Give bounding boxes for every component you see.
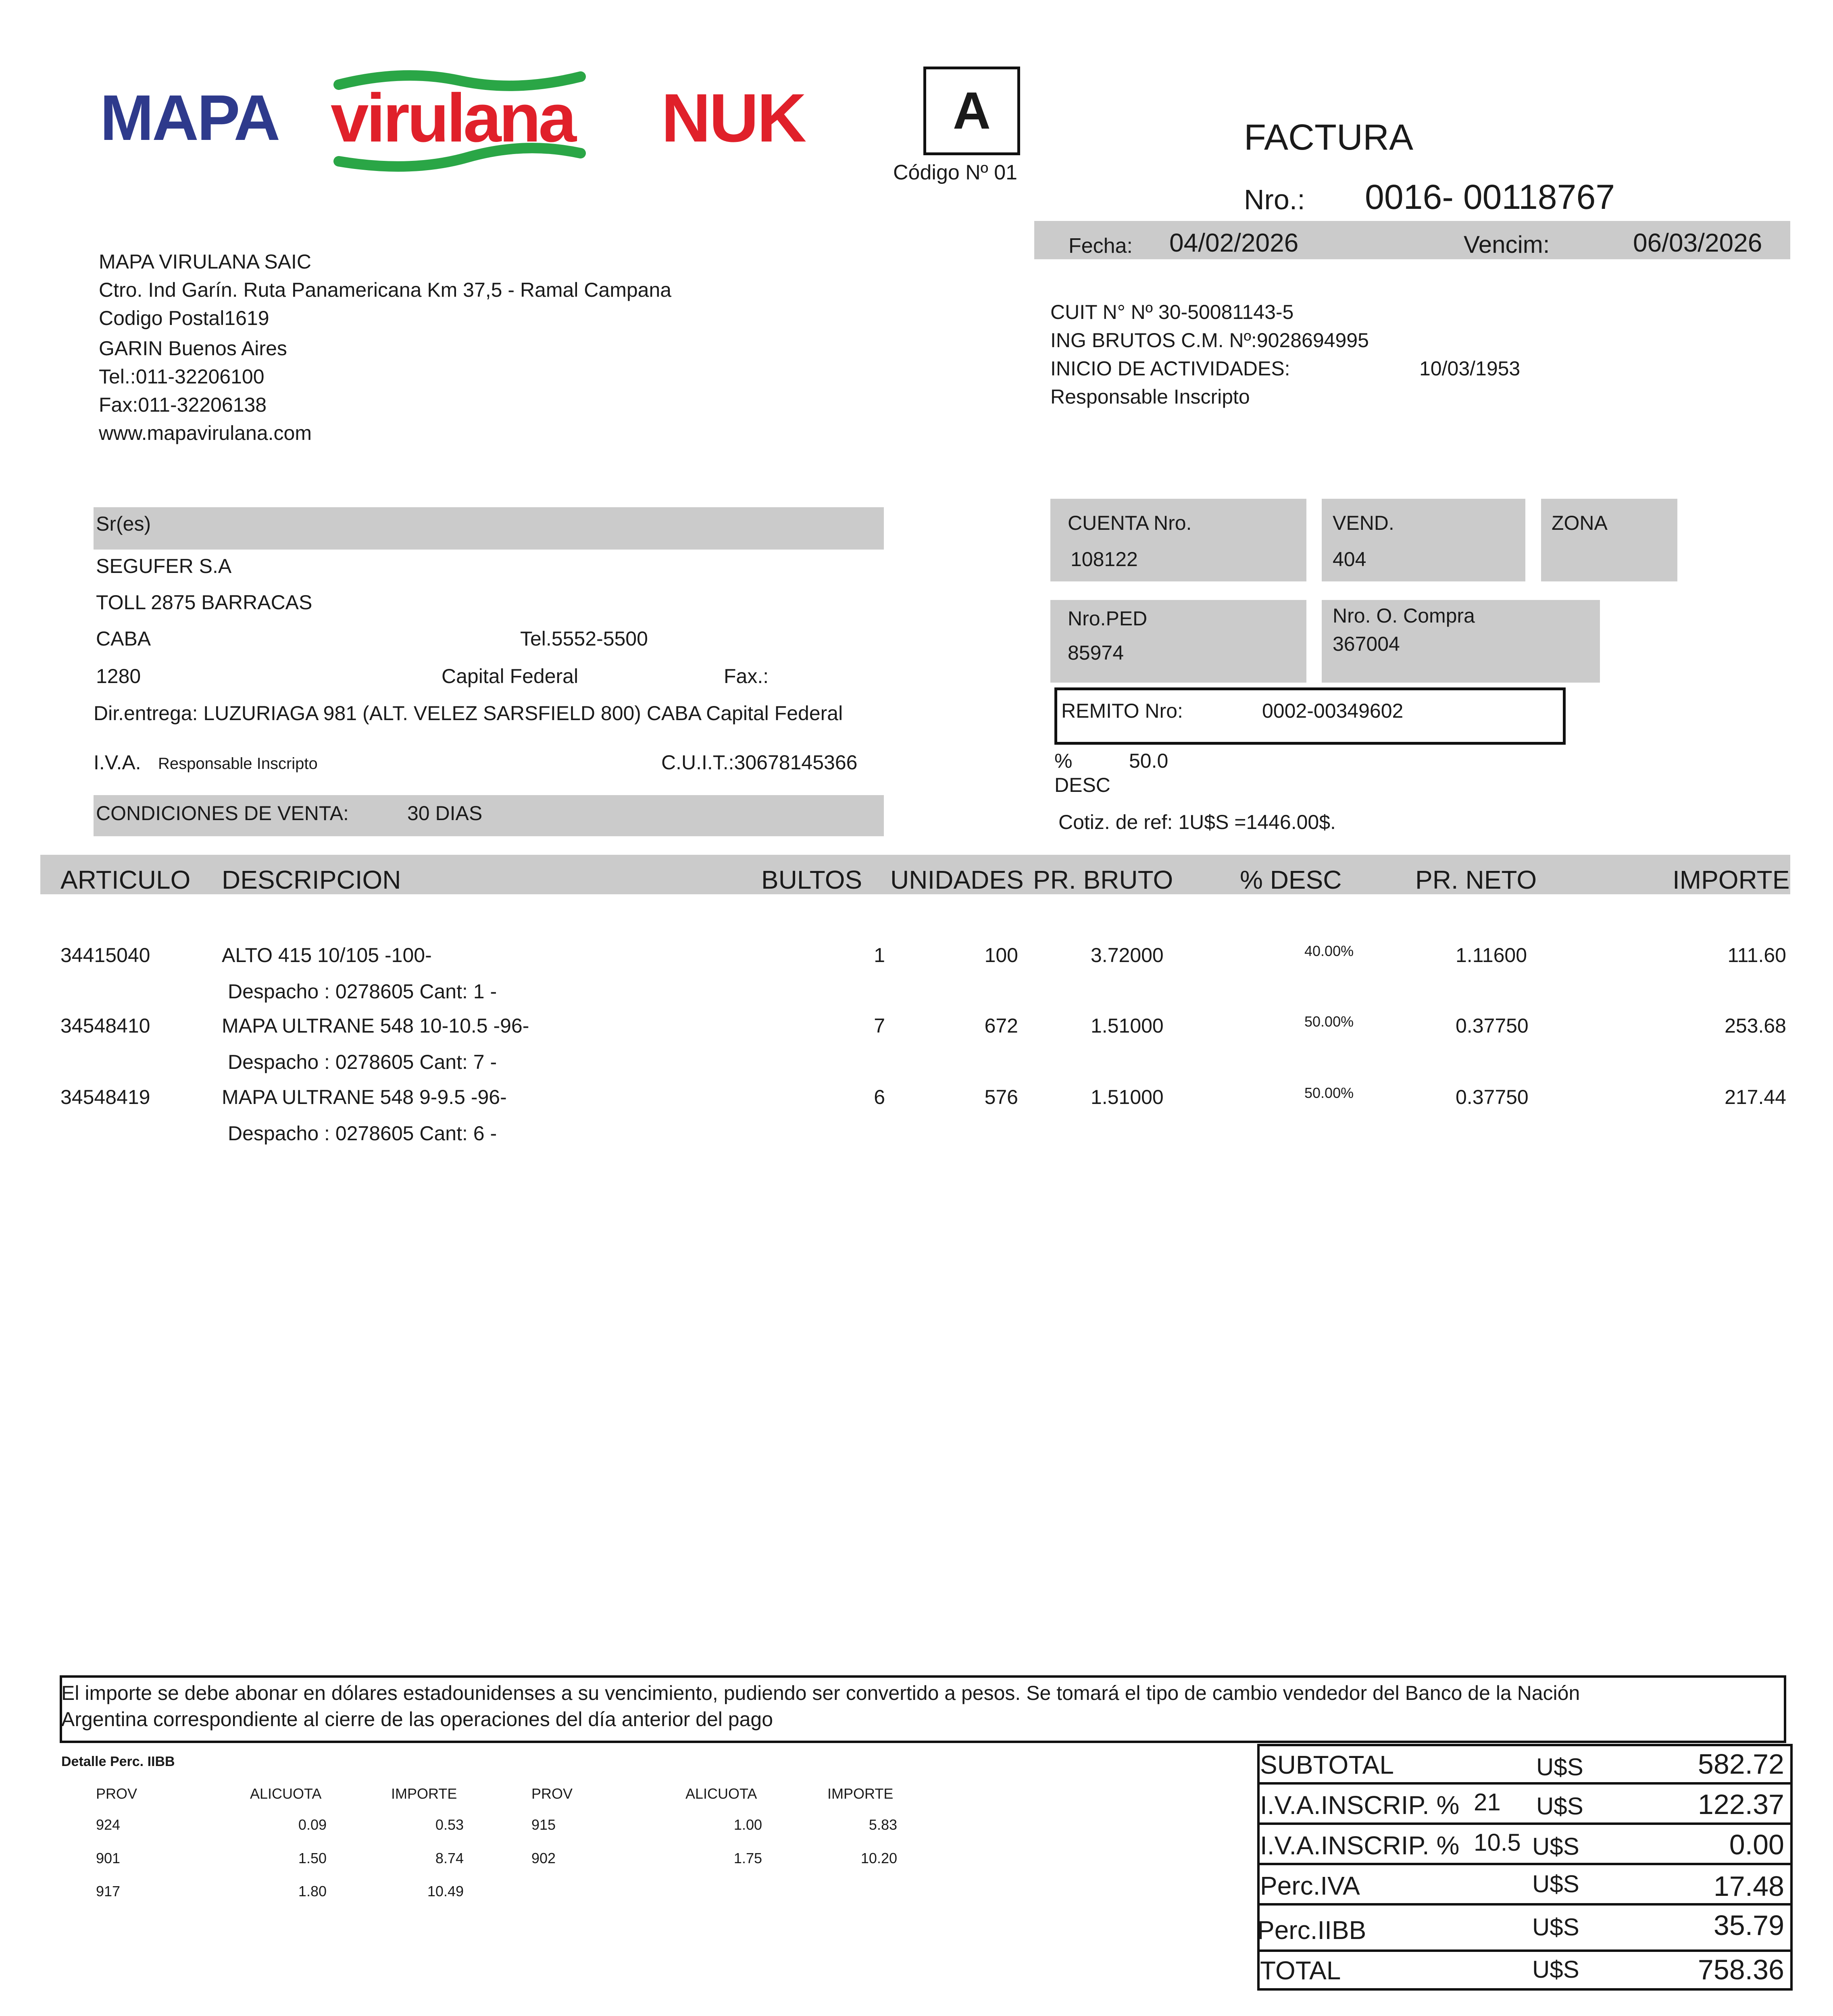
row-bultos: 6 — [874, 1086, 885, 1108]
row-unidades: 100 — [984, 944, 1018, 966]
iibb-title: Detalle Perc. IIBB — [61, 1754, 175, 1769]
client-zip: 1280 — [96, 665, 141, 687]
virulana-logo: virulana — [331, 80, 574, 156]
row-desc: 50.00% — [1304, 1085, 1354, 1101]
col-desc: % DESC — [1240, 865, 1342, 894]
iibb-prov: 917 — [96, 1883, 121, 1899]
oc-label: Nro. O. Compra — [1333, 604, 1475, 627]
oc-value: 367004 — [1333, 633, 1400, 655]
vend-value: 404 — [1333, 548, 1366, 571]
col-pr-neto: PR. NETO — [1415, 865, 1537, 894]
row-importe: 217.44 — [1725, 1086, 1786, 1108]
totals-value: 758.36 — [1698, 1954, 1784, 1985]
nuk-logo: NUK — [661, 80, 805, 156]
desc-value: 50.0 — [1129, 750, 1169, 772]
row-pr-neto: 0.37750 — [1456, 1086, 1529, 1108]
vencim-value: 06/03/2026 — [1633, 228, 1762, 257]
iibb-importe: 5.83 — [869, 1816, 897, 1833]
company-responsable: Responsable Inscripto — [1050, 385, 1250, 408]
fecha-label: Fecha: — [1069, 234, 1133, 258]
cuenta-label: CUENTA Nro. — [1068, 512, 1192, 534]
client-fax: Fax.: — [724, 665, 769, 687]
col-articulo: ARTICULO — [60, 865, 191, 894]
totals-pct: 21 — [1474, 1789, 1501, 1816]
doc-letter: A — [953, 81, 991, 140]
totals-label: Perc.IIBB — [1257, 1916, 1366, 1945]
client-tel: Tel.5552-5500 — [520, 627, 648, 650]
desc-label-1: % — [1054, 750, 1073, 772]
iibb-col-importe-1: IMPORTE — [391, 1785, 457, 1802]
col-importe: IMPORTE — [1673, 865, 1790, 894]
totals-value: 122.37 — [1698, 1789, 1784, 1820]
row-descripcion: MAPA ULTRANE 548 10-10.5 -96- — [222, 1014, 529, 1037]
iibb-importe: 0.53 — [435, 1816, 464, 1833]
fecha-value: 04/02/2026 — [1169, 228, 1299, 257]
client-city: CABA — [96, 627, 151, 650]
doc-letter-box — [923, 67, 1020, 155]
inicio-label: INICIO DE ACTIVIDADES: — [1050, 357, 1290, 380]
row-despacho: Despacho : 0278605 Cant: 7 - — [228, 1051, 497, 1073]
totals-divider — [1257, 1949, 1793, 1952]
totals-value: 17.48 — [1713, 1870, 1784, 1902]
iibb-alicuota: 1.00 — [733, 1816, 762, 1833]
row-pr-bruto: 1.51000 — [1091, 1086, 1164, 1108]
doc-type: FACTURA — [1244, 117, 1414, 158]
client-cuit: C.U.I.T.:30678145366 — [661, 751, 858, 774]
company-website: www.mapavirulana.com — [99, 422, 312, 444]
nroped-label: Nro.PED — [1068, 607, 1148, 630]
row-pr-bruto: 3.72000 — [1091, 944, 1164, 966]
iibb-col-importe-2: IMPORTE — [827, 1785, 894, 1802]
company-cuit: CUIT N° Nº 30-50081143-5 — [1050, 301, 1294, 323]
iibb-prov: 901 — [96, 1850, 121, 1866]
totals-label: I.V.A.INSCRIP. % — [1260, 1831, 1460, 1860]
company-fax: Fax:011-32206138 — [99, 394, 267, 416]
row-desc: 50.00% — [1304, 1013, 1354, 1030]
col-pr-bruto: PR. BRUTO — [1033, 865, 1173, 894]
sres-bar — [94, 507, 884, 550]
iibb-col-alicuota-2: ALICUOTA — [685, 1785, 757, 1802]
totals-value: 35.79 — [1713, 1910, 1784, 1941]
row-pr-neto: 1.11600 — [1456, 944, 1527, 966]
col-descripcion: DESCRIPCION — [222, 865, 401, 894]
codigo-label: Código Nº 01 — [893, 161, 1018, 184]
totals-currency: U$S — [1532, 1833, 1579, 1860]
row-unidades: 672 — [984, 1014, 1018, 1037]
totals-divider — [1257, 1863, 1793, 1865]
nro-label: Nro.: — [1244, 184, 1305, 215]
iibb-prov: 924 — [96, 1816, 121, 1833]
client-iva-label: I.V.A. — [94, 751, 141, 774]
company-zip: Codigo Postal1619 — [99, 307, 269, 329]
zona-label: ZONA — [1552, 512, 1608, 534]
company-ing-brutos: ING BRUTOS C.M. Nº:9028694995 — [1050, 329, 1369, 352]
iibb-prov: 902 — [531, 1850, 556, 1866]
vencim-label: Vencim: — [1464, 231, 1550, 258]
condiciones-label: CONDICIONES DE VENTA: — [96, 802, 349, 825]
col-unidades: UNIDADES — [890, 865, 1024, 894]
totals-label: SUBTOTAL — [1260, 1750, 1394, 1779]
client-address: TOLL 2875 BARRACAS — [96, 591, 312, 614]
totals-label: Perc.IVA — [1260, 1871, 1360, 1900]
sres-label: Sr(es) — [96, 512, 151, 535]
virulana-swoosh-icon — [331, 69, 589, 173]
totals-divider — [1257, 1782, 1793, 1785]
condiciones-value: 30 DIAS — [407, 802, 483, 825]
iibb-importe: 8.74 — [435, 1850, 464, 1866]
remito-label: REMITO Nro: — [1061, 700, 1183, 722]
nro-value: 0016- 00118767 — [1365, 178, 1615, 217]
company-tel: Tel.:011-32206100 — [99, 365, 265, 388]
row-importe: 253.68 — [1725, 1014, 1786, 1037]
iibb-alicuota: 1.80 — [298, 1883, 327, 1899]
nroped-value: 85974 — [1068, 641, 1124, 664]
totals-divider — [1257, 1903, 1793, 1906]
desc-label-2: DESC — [1054, 774, 1110, 796]
notice-line-2: Argentina correspondiente al cierre de las operaciones del día anterior del pago — [61, 1708, 773, 1731]
row-despacho: Despacho : 0278605 Cant: 6 - — [228, 1122, 497, 1145]
totals-pct: 10.5 — [1474, 1829, 1521, 1856]
iibb-col-prov-2: PROV — [531, 1785, 573, 1802]
row-pr-bruto: 1.51000 — [1091, 1014, 1164, 1037]
company-address: Ctro. Ind Garín. Ruta Panamericana Km 37,5 - Ramal Campana — [99, 279, 672, 301]
totals-label: TOTAL — [1260, 1956, 1341, 1985]
iibb-importe: 10.49 — [427, 1883, 464, 1899]
cotiz: Cotiz. de ref: 1U$S =1446.00$. — [1058, 811, 1336, 833]
totals-currency: U$S — [1532, 1914, 1579, 1941]
row-articulo: 34415040 — [60, 944, 150, 966]
iibb-importe: 10.20 — [860, 1850, 897, 1866]
row-bultos: 1 — [874, 944, 885, 966]
totals-value: 0.00 — [1729, 1829, 1784, 1860]
iibb-alicuota: 1.50 — [298, 1850, 327, 1866]
totals-value: 582.72 — [1698, 1748, 1784, 1780]
client-iva-value: Responsable Inscripto — [158, 755, 318, 773]
row-descripcion: MAPA ULTRANE 548 9-9.5 -96- — [222, 1086, 507, 1108]
mapa-logo: MAPA — [100, 81, 279, 154]
remito-value: 0002-00349602 — [1262, 700, 1404, 722]
row-articulo: 34548410 — [60, 1014, 150, 1037]
client-name: SEGUFER S.A — [96, 555, 232, 577]
row-pr-neto: 0.37750 — [1456, 1014, 1529, 1037]
client-province: Capital Federal — [442, 665, 579, 687]
row-descripcion: ALTO 415 10/105 -100- — [222, 944, 432, 966]
row-despacho: Despacho : 0278605 Cant: 1 - — [228, 980, 497, 1003]
iibb-col-alicuota-1: ALICUOTA — [250, 1785, 322, 1802]
totals-divider — [1257, 1822, 1793, 1825]
col-bultos: BULTOS — [761, 865, 862, 894]
totals-currency: U$S — [1532, 1956, 1579, 1983]
row-bultos: 7 — [874, 1014, 885, 1037]
client-dir-entrega: Dir.entrega: LUZURIAGA 981 (ALT. VELEZ SARSFIELD 800) CABA Capital Federal — [94, 702, 843, 725]
row-importe: 111.60 — [1727, 944, 1786, 966]
totals-currency: U$S — [1532, 1870, 1579, 1897]
inicio-value: 10/03/1953 — [1419, 357, 1521, 380]
totals-currency: U$S — [1536, 1793, 1583, 1820]
totals-label: I.V.A.INSCRIP. % — [1260, 1791, 1460, 1820]
vend-label: VEND. — [1333, 512, 1394, 534]
iibb-alicuota: 0.09 — [298, 1816, 327, 1833]
cuenta-value: 108122 — [1071, 548, 1138, 571]
row-unidades: 576 — [984, 1086, 1018, 1108]
iibb-col-prov-1: PROV — [96, 1785, 137, 1802]
iibb-alicuota: 1.75 — [733, 1850, 762, 1866]
row-articulo: 34548419 — [60, 1086, 150, 1108]
row-desc: 40.00% — [1304, 943, 1354, 959]
company-city: GARIN Buenos Aires — [99, 337, 287, 360]
totals-currency: U$S — [1536, 1754, 1583, 1781]
company-name: MAPA VIRULANA SAIC — [99, 250, 312, 273]
iibb-prov: 915 — [531, 1816, 556, 1833]
notice-line-1: El importe se debe abonar en dólares estadounidenses a su vencimiento, pudiendo ser convertido a pesos. Se tomará el tipo de cambio vendedor del Banco de la Nación — [61, 1682, 1580, 1704]
